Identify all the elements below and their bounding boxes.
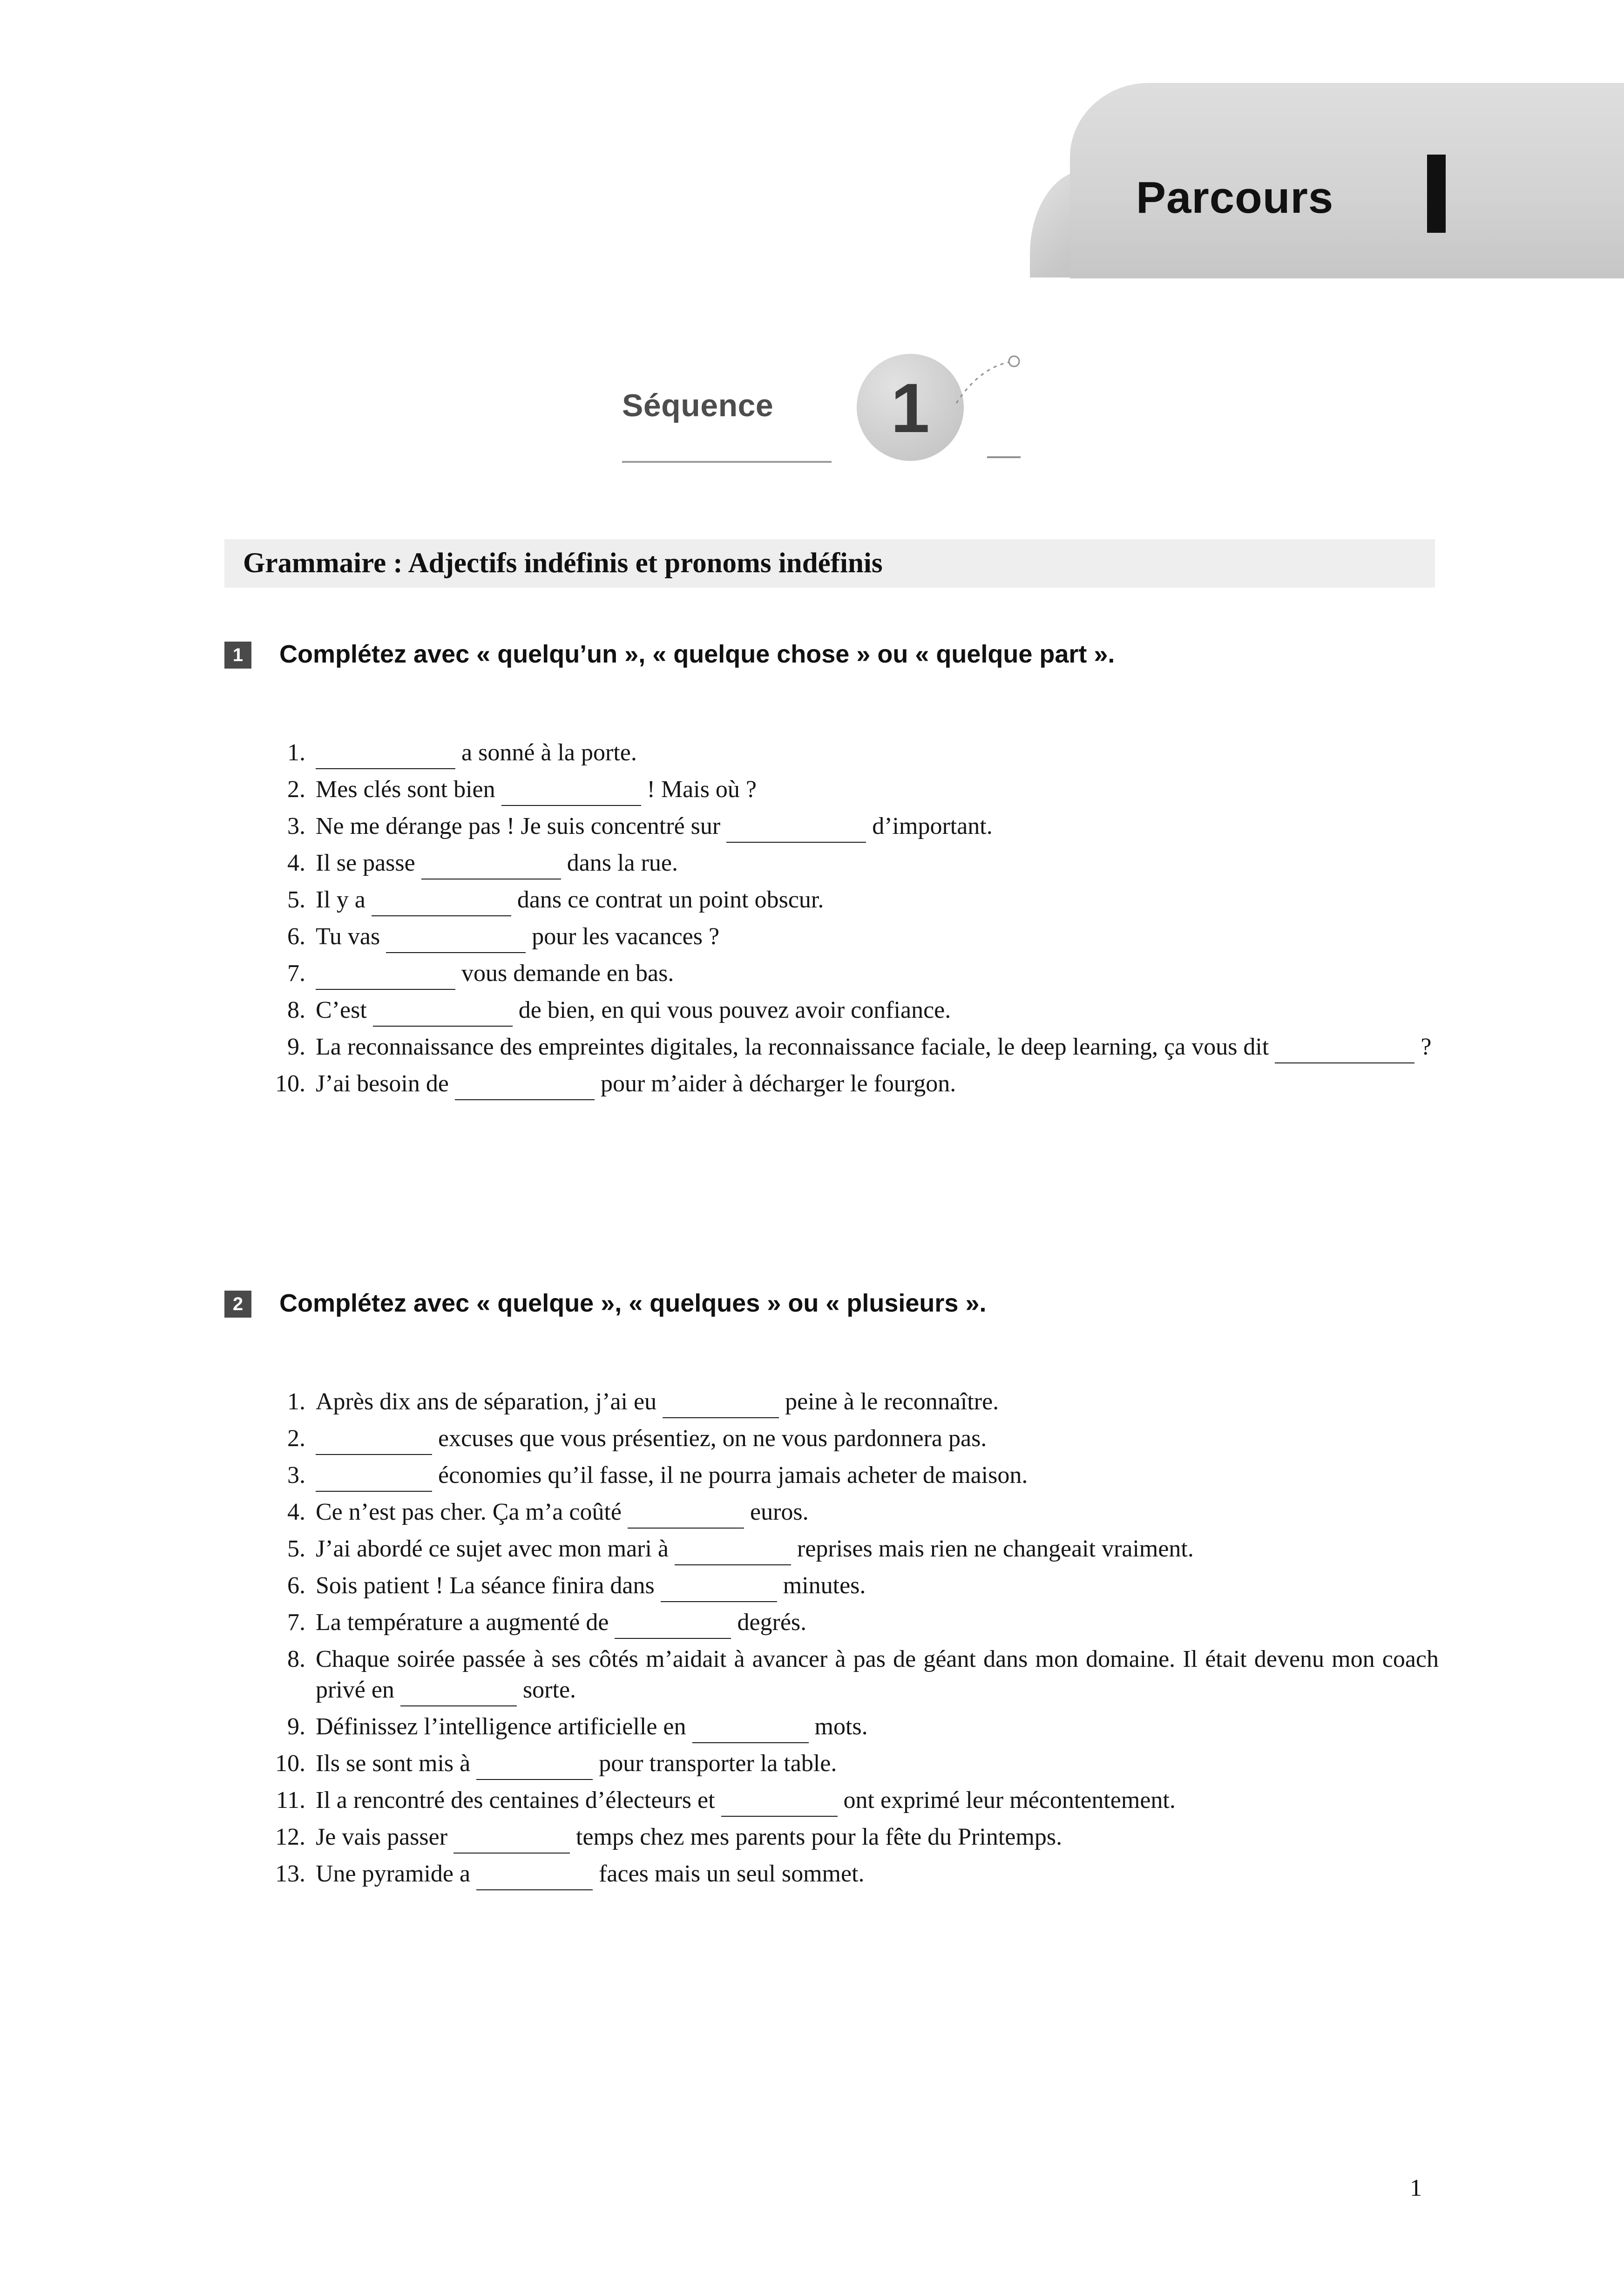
list-item-text xyxy=(316,737,1439,769)
list-item-text-before-blank: Il se passe xyxy=(316,850,421,877)
list-item-text-before-blank: Définissez l’intelligence artificielle en xyxy=(316,1713,692,1740)
list-item-text-after-blank: ? xyxy=(1414,1034,1432,1061)
list-item-text-before-blank: Il y a xyxy=(316,886,372,913)
sequence-label: Séquence xyxy=(622,388,774,423)
list-item-text xyxy=(316,1423,1439,1455)
list-item xyxy=(261,1644,1439,1706)
list-item-number: 10. xyxy=(275,1070,305,1097)
sequence-swoosh-icon xyxy=(951,355,1025,411)
list-item-text-before-blank: La reconnaissance des empreintes digitales, la reconnaissance faciale, le deep learning, ça vous dit xyxy=(316,1034,1275,1061)
list-item-text xyxy=(316,1460,1439,1492)
answer-blank[interactable] xyxy=(692,1712,809,1743)
list-item-number: 5. xyxy=(287,1536,305,1563)
answer-blank[interactable] xyxy=(501,774,641,806)
list-item-text-after-blank: vous demande en bas. xyxy=(455,960,674,987)
answer-blank[interactable] xyxy=(316,1423,432,1455)
answer-blank[interactable] xyxy=(721,1785,838,1817)
answer-blank[interactable] xyxy=(316,1460,432,1492)
answer-blank[interactable] xyxy=(421,848,561,880)
list-item xyxy=(261,1822,1439,1854)
list-item-text-before-blank: Il a rencontré des centaines d’électeurs et xyxy=(316,1787,721,1814)
list-item-text-after-blank: d’important. xyxy=(866,813,993,840)
list-item-number: 7. xyxy=(287,960,305,987)
list-item-text xyxy=(316,921,1439,953)
list-item-text-before-blank: J’ai besoin de xyxy=(316,1070,455,1097)
list-item-text xyxy=(316,885,1439,916)
list-item-text-after-blank: ont exprimé leur mécontentement. xyxy=(837,1787,1176,1814)
list-item-text-before-blank: Tu vas xyxy=(316,923,386,950)
list-item-text-after-blank: a sonné à la porte. xyxy=(455,739,637,766)
list-item-number: 3. xyxy=(287,813,305,840)
list-item xyxy=(261,1570,1439,1602)
list-item-text-after-blank: pour transporter la table. xyxy=(593,1750,837,1777)
list-item-number: 8. xyxy=(287,997,305,1024)
list-item-text-before-blank: La température a augmenté de xyxy=(316,1609,615,1636)
answer-blank[interactable] xyxy=(400,1675,517,1706)
answer-blank[interactable] xyxy=(675,1534,791,1565)
list-item-number: 9. xyxy=(287,1034,305,1061)
sequence-number: 1 xyxy=(891,369,930,447)
list-item xyxy=(261,1785,1439,1817)
sequence-dash-decoration xyxy=(987,456,1021,458)
list-item-text xyxy=(316,1822,1439,1854)
list-item-text-after-blank: peine à le reconnaître. xyxy=(779,1388,999,1415)
list-item-number: 4. xyxy=(287,1499,305,1526)
exercise-2-items xyxy=(261,1387,1439,1895)
answer-blank[interactable] xyxy=(372,885,511,916)
list-item-text-after-blank: pour m’aider à décharger le fourgon. xyxy=(594,1070,956,1097)
answer-blank[interactable] xyxy=(476,1859,593,1890)
list-item-number: 2. xyxy=(287,1425,305,1452)
list-item xyxy=(261,1748,1439,1780)
list-item-text-before-blank: Ne me dérange pas ! Je suis concentré sur xyxy=(316,813,727,840)
list-item-number: 5. xyxy=(287,886,305,913)
list-item-text-after-blank: temps chez mes parents pour la fête du Printemps. xyxy=(570,1824,1062,1851)
list-item xyxy=(261,1032,1439,1063)
list-item-text-before-blank: Ils se sont mis à xyxy=(316,1750,477,1777)
list-item-text-before-blank: Chaque soirée passée à ses côtés m’aidait à avancer à pas de géant dans mon domaine. Il était devenu mon coach privé en xyxy=(316,1646,1439,1704)
list-item-text-after-blank: dans la rue. xyxy=(561,850,678,877)
answer-blank[interactable] xyxy=(386,921,526,953)
answer-blank[interactable] xyxy=(661,1570,777,1602)
list-item-text xyxy=(316,1570,1439,1602)
sequence-underline xyxy=(622,461,832,463)
list-item-text-after-blank: pour les vacances ? xyxy=(526,923,720,950)
list-item xyxy=(261,1712,1439,1743)
list-item-text xyxy=(316,1534,1439,1565)
list-item-text-after-blank: mots. xyxy=(808,1713,868,1740)
answer-blank[interactable] xyxy=(453,1822,570,1854)
list-item-text-after-blank: dans ce contrat un point obscur. xyxy=(511,886,824,913)
list-item-text xyxy=(316,1387,1439,1418)
answer-blank[interactable] xyxy=(1275,1032,1414,1063)
list-item-text xyxy=(316,1032,1439,1063)
banner-accent-bar xyxy=(1427,155,1446,233)
exercise-1-number: 1 xyxy=(224,642,251,669)
exercise-1-items xyxy=(261,737,1439,1105)
list-item-text-before-blank: J’ai abordé ce sujet avec mon mari à xyxy=(316,1536,675,1563)
list-item-number: 1. xyxy=(287,1388,305,1415)
answer-blank[interactable] xyxy=(615,1607,731,1639)
list-item-text xyxy=(316,1607,1439,1639)
list-item xyxy=(261,921,1439,953)
list-item-text-before-blank: C’est xyxy=(316,997,373,1024)
exercise-2-number: 2 xyxy=(224,1291,251,1318)
list-item xyxy=(261,1497,1439,1529)
list-item xyxy=(261,1423,1439,1455)
list-item xyxy=(261,1387,1439,1418)
list-item-number: 7. xyxy=(287,1609,305,1636)
exercise-2-instruction: Complétez avec « quelque », « quelques » ou « plusieurs ». xyxy=(279,1289,987,1317)
list-item-text xyxy=(316,995,1439,1027)
list-item xyxy=(261,774,1439,806)
list-item-number: 3. xyxy=(287,1462,305,1489)
list-item-number: 6. xyxy=(287,1572,305,1599)
list-item xyxy=(261,995,1439,1027)
list-item-text-after-blank: ! Mais où ? xyxy=(641,776,757,803)
answer-blank[interactable] xyxy=(628,1497,744,1529)
list-item-text-before-blank: Mes clés sont bien xyxy=(316,776,501,803)
list-item-text-after-blank: sorte. xyxy=(516,1677,576,1704)
exercise-1-instruction: Complétez avec « quelqu’un », « quelque chose » ou « quelque part ». xyxy=(279,640,1115,668)
answer-blank[interactable] xyxy=(316,958,455,990)
list-item-number: 13. xyxy=(275,1861,305,1888)
list-item-text xyxy=(316,1785,1439,1817)
list-item-text-after-blank: économies qu’il fasse, il ne pourra jamais acheter de maison. xyxy=(432,1462,1028,1489)
list-item xyxy=(261,958,1439,990)
list-item-text-after-blank: euros. xyxy=(744,1499,809,1526)
answer-blank[interactable] xyxy=(455,1069,595,1100)
list-item-text-before-blank: Sois patient ! La séance finira dans xyxy=(316,1572,661,1599)
list-item-text xyxy=(316,774,1439,806)
list-item-text-after-blank: degrés. xyxy=(731,1609,807,1636)
list-item-number: 1. xyxy=(287,739,305,766)
list-item xyxy=(261,1069,1439,1100)
banner-title: Parcours xyxy=(1136,173,1334,223)
list-item-number: 2. xyxy=(287,776,305,803)
list-item-text xyxy=(316,811,1439,843)
list-item xyxy=(261,885,1439,916)
list-item xyxy=(261,1534,1439,1565)
list-item-text-after-blank: de bien, en qui vous pouvez avoir confiance. xyxy=(512,997,951,1024)
list-item-text xyxy=(316,1712,1439,1743)
answer-blank[interactable] xyxy=(373,995,513,1027)
list-item-text-after-blank: minutes. xyxy=(777,1572,866,1599)
list-item-text-after-blank: reprises mais rien ne changeait vraiment. xyxy=(791,1536,1194,1563)
list-item-number: 12. xyxy=(275,1824,305,1851)
list-item xyxy=(261,737,1439,769)
list-item-text-after-blank: faces mais un seul sommet. xyxy=(593,1861,865,1888)
list-item-text xyxy=(316,848,1439,880)
list-item-text xyxy=(316,1859,1439,1890)
answer-blank[interactable] xyxy=(663,1387,779,1418)
list-item-text xyxy=(316,1644,1439,1706)
list-item-text xyxy=(316,1069,1439,1100)
list-item xyxy=(261,1460,1439,1492)
list-item-text-before-blank: Je vais passer xyxy=(316,1824,454,1851)
grammar-section-title: Grammaire : Adjectifs indéfinis et pronoms indéfinis xyxy=(243,548,883,579)
list-item-text xyxy=(316,1497,1439,1529)
list-item xyxy=(261,811,1439,843)
list-item-number: 10. xyxy=(275,1750,305,1777)
list-item-number: 6. xyxy=(287,923,305,950)
list-item xyxy=(261,1607,1439,1639)
answer-blank[interactable] xyxy=(316,737,455,769)
list-item-number: 11. xyxy=(276,1787,305,1814)
list-item-number: 4. xyxy=(287,850,305,877)
list-item-text xyxy=(316,958,1439,990)
list-item-text-before-blank: Après dix ans de séparation, j’ai eu xyxy=(316,1388,663,1415)
list-item xyxy=(261,1859,1439,1890)
list-item-text-before-blank: Ce n’est pas cher. Ça m’a coûté xyxy=(316,1499,628,1526)
page-number: 1 xyxy=(1410,2175,1422,2201)
list-item-number: 9. xyxy=(287,1713,305,1740)
list-item-text-before-blank: Une pyramide a xyxy=(316,1861,477,1888)
list-item-number: 8. xyxy=(287,1646,305,1673)
answer-blank[interactable] xyxy=(476,1748,593,1780)
list-item xyxy=(261,848,1439,880)
list-item-text-after-blank: excuses que vous présentiez, on ne vous pardonnera pas. xyxy=(432,1425,987,1452)
list-item-text xyxy=(316,1748,1439,1780)
answer-blank[interactable] xyxy=(726,811,866,843)
